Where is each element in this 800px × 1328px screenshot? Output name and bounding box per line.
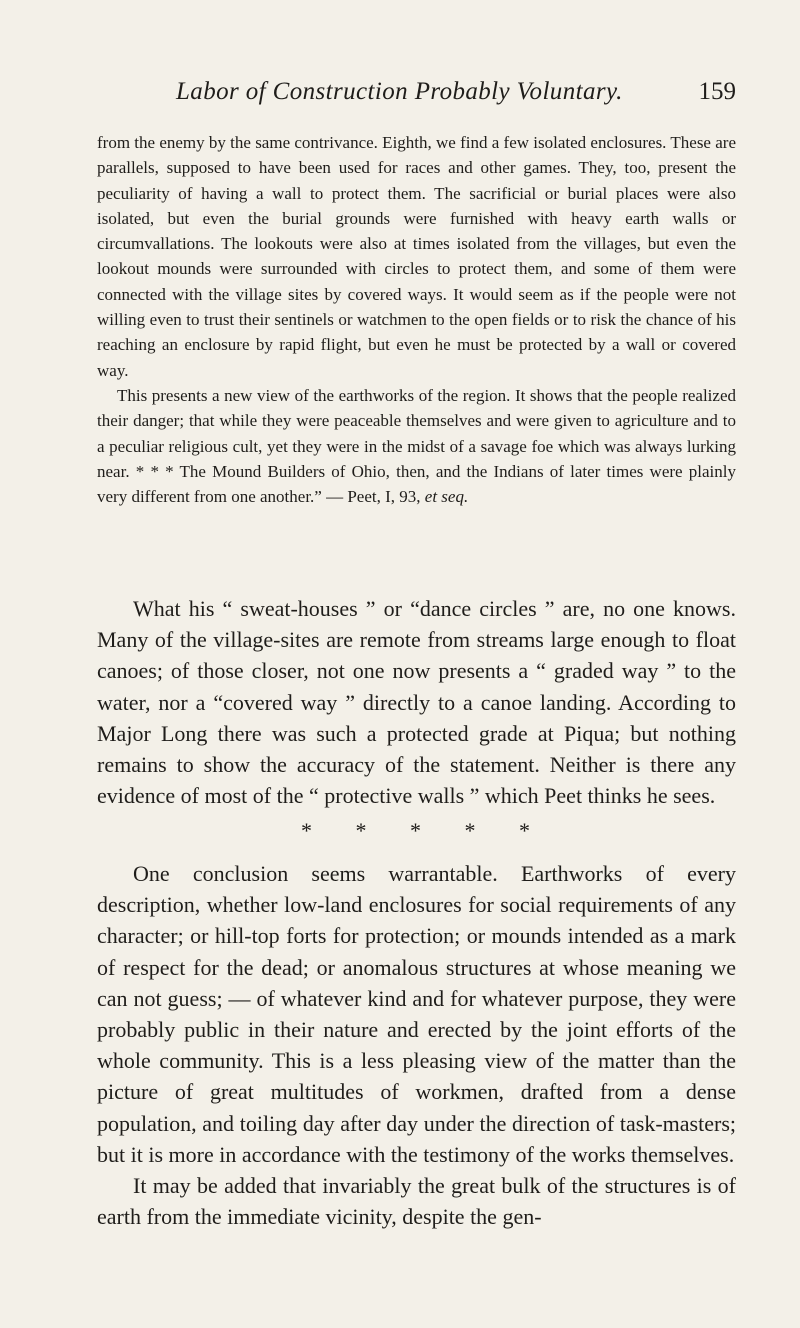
quote-paragraph-1: from the enemy by the same contrivance. Eighth, we find a few isolated enclosures. These are parallels, supposed to have been used for races and other games. They, too, present the peculiarity of having a wall to protect them. The sacrificial or burial places were also isolated, but even the burial grounds were furnished with heavy earth walls or circumvallations. The lookouts were also at times isolated from the villages, but even the lookout mounds were surrounded with circles to protect them, and some of them were connected with the village sites by covered ways. It would seem as if the people were not willing even to trust their sentinels or watchmen to the open fields or to risk the chance of his reaching an enclosure by rapid flight, but even he must be protected by a wall or covered way.	[97, 133, 736, 380]
body-section-1	[97, 593, 736, 811]
body-paragraph-2: One conclusion seems warrantable. Earthworks of every description, whether low-land enclosures for social requirements of any character; or hill-top forts for protection; or mounds intended as a mark of respect for the dead; or anomalous structures at whose meaning we can not guess; — of whatever kind and for whatever purpose, they were probably public in their nature and erected by the joint efforts of the whole community. This is a less pleasing view of the matter than the picture of great multitudes of workmen, drafted from a dense population, and toiling day after day under the direction of task-masters; but it is more in accordance with the testimony of the works themselves.	[97, 861, 736, 1167]
quote-paragraph-2	[97, 383, 736, 509]
body-paragraph-1: What his “ sweat-houses ” or “dance circles ” are, no one knows. Many of the village-sites are remote from streams large enough to float canoes; of those closer, not one now presents a “ graded way ” to the water, nor a “covered way ” directly to a canoe landing. According to Major Long there was such a protected grade at Piqua; but nothing remains to show the accuracy of the statement. Neither is there any evidence of most of the “ protective walls ” which Peet thinks he sees.	[97, 596, 736, 809]
citation-et-seq: et seq.	[424, 487, 469, 507]
page-number: 159	[698, 78, 736, 105]
section-separator: * * * * *	[301, 818, 532, 843]
body-paragraph-3: It may be added that invariably the great bulk of the structures is of earth from the immediate vicinity, despite the gen-	[97, 1173, 736, 1230]
chapter-title: Labor of Construction Probably Voluntary.	[176, 78, 623, 105]
body-section-2	[97, 858, 736, 1232]
running-head	[90, 78, 736, 112]
quoted-passage	[97, 130, 736, 509]
quote-paragraph-2-text: This presents a new view of the earthworks of the region. It shows that the people realized their danger; that while they were peaceable themselves and were given to agriculture and to a peculiar religious cult, yet they were in the midst of a savage foe which was always lurking near. * * * The Mound Builders of Ohio, then, and the Indians of later times were plainly very different from one another.” — Peet, I, 93,	[97, 385, 736, 507]
